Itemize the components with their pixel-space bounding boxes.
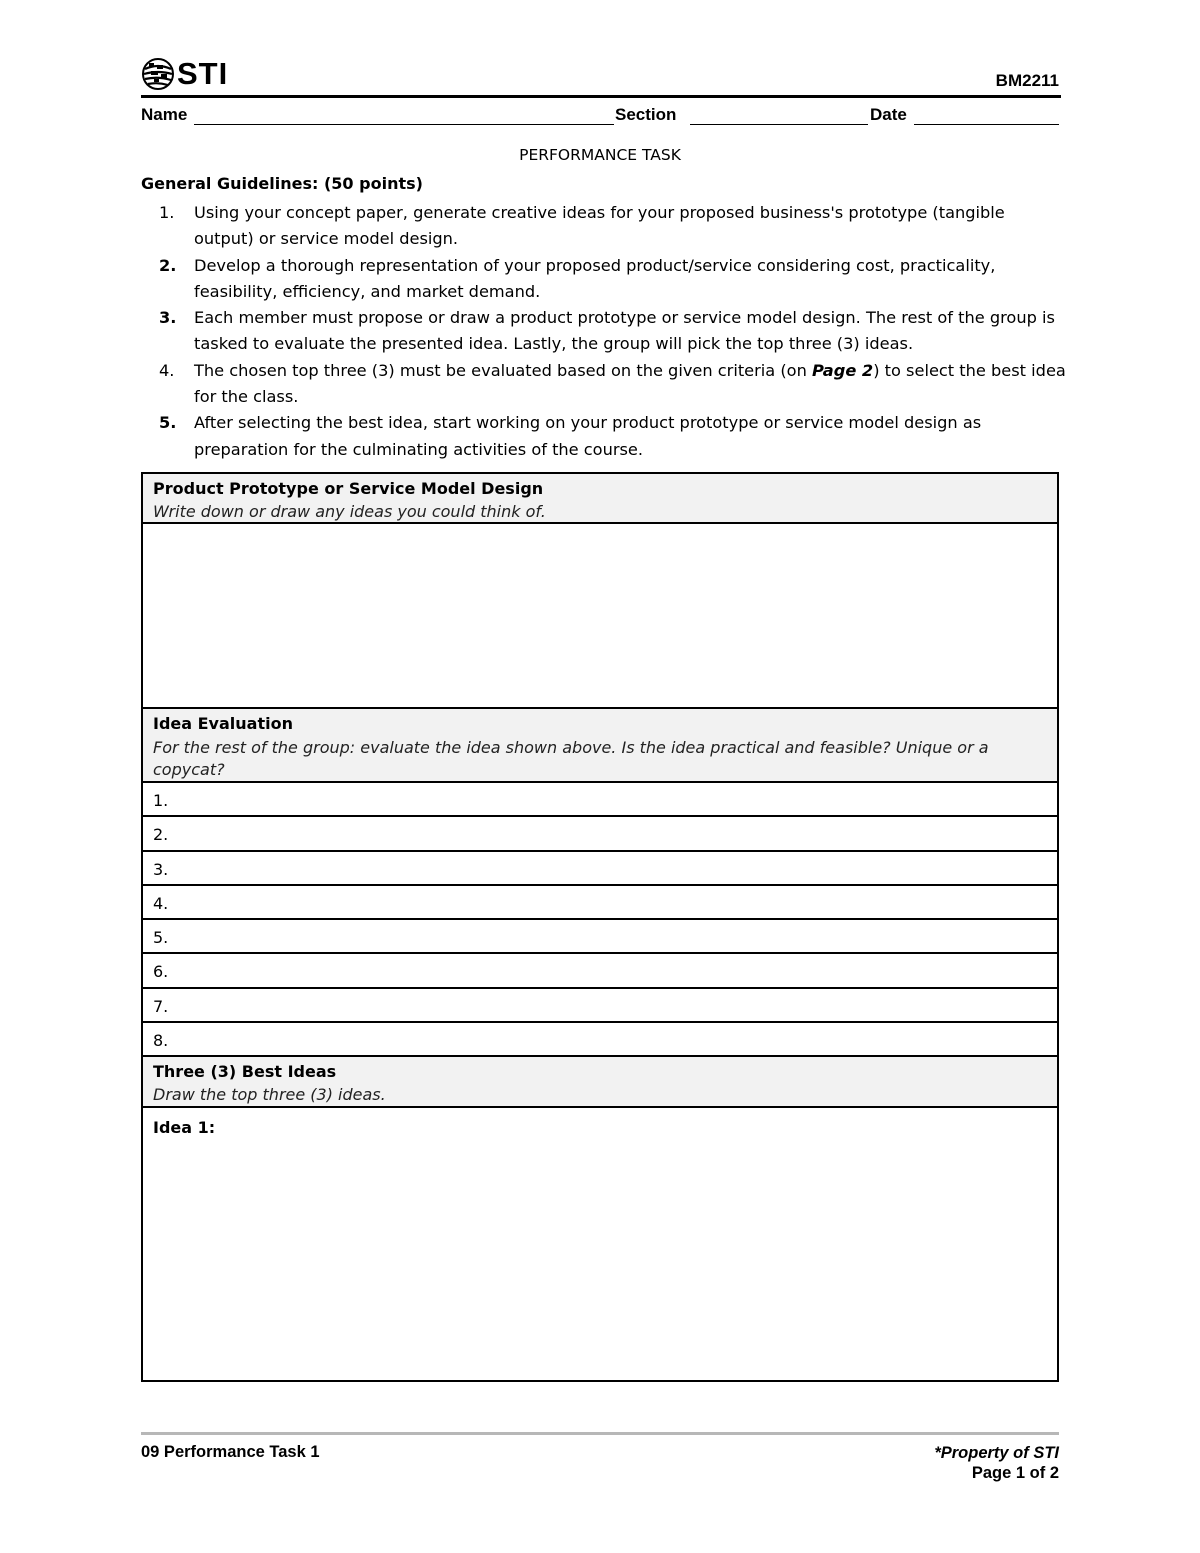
list-text: Develop a thorough representation of your proposed product/service considering cost, practicality, feasibility, efficiency, and market demand. (194, 255, 996, 301)
row-number: 2. (153, 825, 169, 845)
row-number: 7. (153, 996, 169, 1016)
globe-icon (141, 57, 175, 91)
best-ideas-subtitle: Draw the top three (3) ideas. (153, 1085, 386, 1105)
evaluation-row-7[interactable] (143, 989, 1057, 1023)
name-label: Name (141, 105, 188, 124)
page-number: Page 1 of 2 (971, 1464, 1059, 1482)
list-item (141, 305, 1066, 358)
row-number: 4. (153, 893, 169, 913)
date-field[interactable] (914, 124, 1059, 125)
row-number: 1. (153, 791, 169, 810)
prototype-drawing-area[interactable] (143, 524, 1057, 709)
list-item (141, 410, 1066, 463)
sti-logo (141, 57, 228, 91)
evaluation-row-8[interactable] (143, 1023, 1057, 1057)
date-label: Date (870, 105, 907, 124)
list-text-before: The chosen top three (3) must be evaluated based on the given criteria (on (194, 360, 812, 380)
list-text-after: ) to select the best idea for the class. (194, 360, 1066, 407)
prototype-title: Product Prototype or Service Model Design (153, 479, 544, 498)
list-item (141, 253, 1066, 306)
evaluation-row-2[interactable] (143, 817, 1057, 851)
guidelines-list (141, 200, 1066, 463)
prototype-header-row (143, 474, 1057, 524)
evaluation-title: Idea Evaluation (153, 714, 293, 733)
footer-document-name: 09 Performance Task 1 (141, 1443, 320, 1461)
name-field[interactable] (194, 124, 614, 125)
evaluation-row-1[interactable] (143, 783, 1057, 817)
page-title: PERFORMANCE TASK (519, 146, 681, 164)
best-ideas-title: Three (3) Best Ideas (153, 1062, 337, 1082)
section-field[interactable] (690, 124, 868, 125)
logo-text: STI (177, 56, 229, 91)
list-text: After selecting the best idea, start working on your product prototype or service model design as preparation for the culminating activities of the course. (194, 413, 982, 459)
footer-right (934, 1443, 1059, 1483)
evaluation-row-3[interactable] (143, 852, 1057, 886)
list-number: 5. (159, 413, 177, 433)
row-number: 3. (153, 859, 169, 879)
document-header (141, 55, 1061, 98)
evaluation-header-row (143, 709, 1057, 783)
guidelines-heading: General Guidelines: (50 points) (141, 174, 423, 193)
section-label: Section (615, 105, 677, 124)
footer-property: *Property of STI (934, 1444, 1059, 1462)
list-item (141, 358, 1066, 411)
worksheet-table (141, 472, 1059, 1382)
evaluation-row-4[interactable] (143, 886, 1057, 920)
student-info-line (141, 105, 1061, 127)
best-ideas-header-row (143, 1057, 1057, 1108)
row-number: 8. (153, 1031, 169, 1051)
prototype-subtitle: Write down or draw any ideas you could think of. (153, 502, 546, 521)
list-number: 1. (159, 203, 175, 222)
page-reference: Page 2 (811, 360, 874, 380)
list-text: Using your concept paper, generate creative ideas for your proposed business's prototype (tangible output) or service model design. (194, 203, 1005, 249)
idea-1-label: Idea 1: (153, 1118, 216, 1138)
idea-1-drawing-area[interactable] (143, 1108, 1057, 1380)
list-number: 4. (159, 360, 175, 380)
list-number: 3. (159, 308, 177, 328)
course-code: BM2211 (995, 71, 1059, 90)
row-number: 6. (153, 962, 169, 982)
evaluation-subtitle: For the rest of the group: evaluate the idea shown above. Is the idea practical and feasible? Unique or a copycat? (153, 738, 989, 779)
footer-divider (141, 1432, 1059, 1435)
evaluation-row-5[interactable] (143, 920, 1057, 954)
row-number: 5. (153, 928, 169, 948)
list-text: Each member must propose or draw a product prototype or service model design. The rest of the group is tasked to evaluate the presented idea. Lastly, the group will pick the top three (3) ideas. (194, 308, 1055, 354)
evaluation-row-6[interactable] (143, 954, 1057, 988)
list-number: 2. (159, 255, 177, 275)
list-item (141, 200, 1066, 253)
